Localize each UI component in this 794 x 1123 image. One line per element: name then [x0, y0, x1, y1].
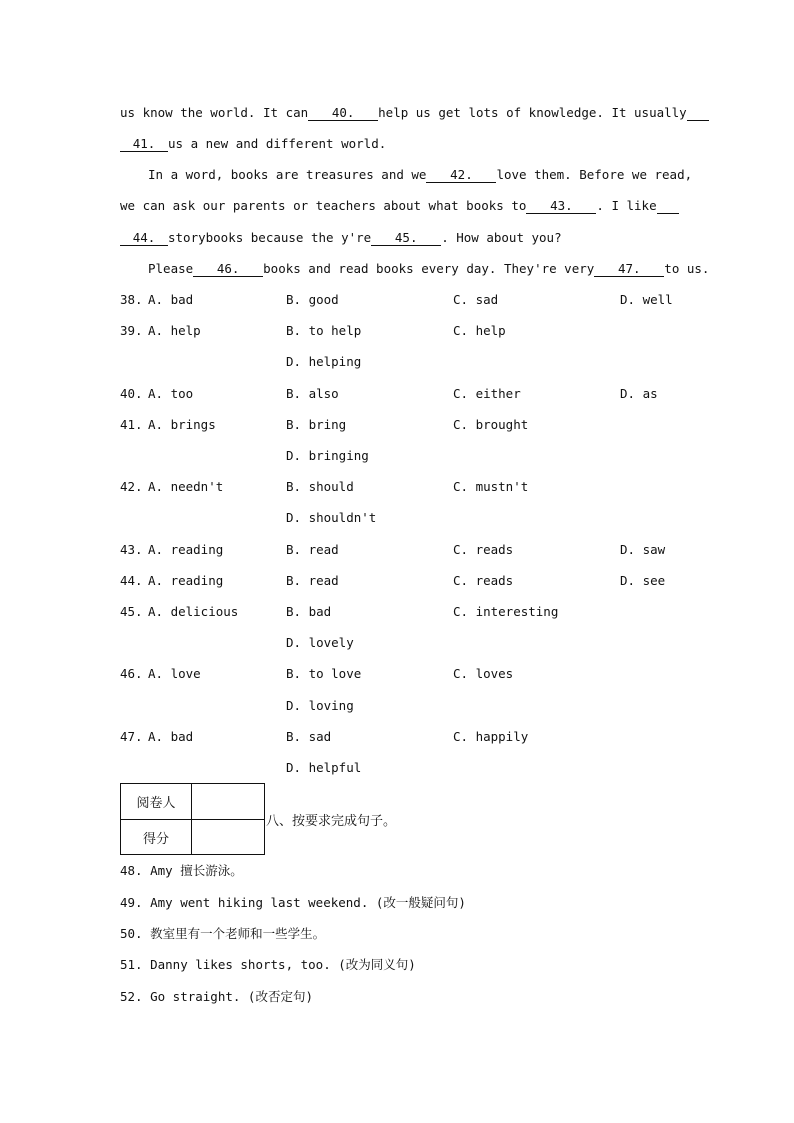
- passage-text: books and read books every day. They're very: [263, 261, 595, 276]
- question-number: 46.: [120, 666, 143, 681]
- blank-45: 45.: [371, 231, 441, 246]
- option-b: B. read: [286, 542, 339, 557]
- blank-41: 41.: [120, 137, 168, 152]
- passage-line-3: [148, 167, 692, 183]
- passage-line-1: [120, 105, 709, 121]
- option-d: D. helping: [286, 354, 362, 369]
- option-d: D. shouldn't: [286, 510, 377, 525]
- blank-46: 46.: [193, 262, 263, 277]
- passage-text: In a word, books are treasures and we: [148, 167, 427, 182]
- option-a: A. help: [148, 323, 201, 338]
- option-a: A. needn't: [148, 479, 224, 494]
- passage-line-5: [120, 230, 562, 246]
- option-d: D. saw: [620, 542, 666, 557]
- option-b: B. bring: [286, 417, 347, 432]
- option-a: A. reading: [148, 542, 224, 557]
- option-c: C. brought: [453, 417, 529, 432]
- option-d: D. bringing: [286, 448, 369, 463]
- task-51: 51. Danny likes shorts, too. (改为同义句): [120, 957, 416, 972]
- task-50: 50. 教室里有一个老师和一些学生。: [120, 926, 326, 941]
- blank-43: 43.: [526, 199, 596, 214]
- question-number: 39.: [120, 323, 143, 338]
- blank-47: 47.: [594, 262, 664, 277]
- option-c: C. reads: [453, 542, 514, 557]
- option-b: B. read: [286, 573, 339, 588]
- passage-text: to us.: [664, 261, 710, 276]
- option-b: B. to help: [286, 323, 362, 338]
- option-a: A. love: [148, 666, 201, 681]
- score-table-row-score: [121, 820, 264, 855]
- question-number: 45.: [120, 604, 143, 619]
- passage-text: us know the world. It can: [120, 105, 309, 120]
- option-d: D. lovely: [286, 635, 354, 650]
- option-a: A. bad: [148, 292, 194, 307]
- option-a: A. delicious: [148, 604, 239, 619]
- section-title: 八、按要求完成句子。: [266, 814, 397, 829]
- option-b: B. good: [286, 292, 339, 307]
- option-c: C. interesting: [453, 604, 559, 619]
- task-48: 48. Amy 擅长游泳。: [120, 863, 243, 878]
- passage-line-2: [120, 136, 386, 152]
- passage-text: us a new and different world.: [168, 136, 387, 151]
- question-number: 47.: [120, 729, 143, 744]
- blank-41-lead: [687, 106, 709, 121]
- passage-text: . I like: [596, 198, 657, 213]
- question-number: 38.: [120, 292, 143, 307]
- option-a: A. brings: [148, 417, 216, 432]
- score-table: [120, 783, 265, 855]
- option-b: B. bad: [286, 604, 332, 619]
- blank-44-lead: [657, 199, 679, 214]
- option-b: B. also: [286, 386, 339, 401]
- option-d: D. well: [620, 292, 673, 307]
- option-b: B. should: [286, 479, 354, 494]
- option-a: A. bad: [148, 729, 194, 744]
- option-b: B. sad: [286, 729, 332, 744]
- task-52: 52. Go straight. (改否定句): [120, 989, 313, 1004]
- score-table-row-reviewer: [121, 784, 264, 820]
- option-d: D. see: [620, 573, 666, 588]
- question-number: 42.: [120, 479, 143, 494]
- passage-text: . How about you?: [441, 230, 562, 245]
- score-label: 得分: [121, 820, 192, 855]
- question-number: 44.: [120, 573, 143, 588]
- option-c: C. loves: [453, 666, 514, 681]
- option-c: C. reads: [453, 573, 514, 588]
- option-c: C. sad: [453, 292, 499, 307]
- passage-text: help us get lots of knowledge. It usually: [378, 105, 687, 120]
- passage-text: Please: [148, 261, 194, 276]
- option-c: C. mustn't: [453, 479, 529, 494]
- option-c: C. help: [453, 323, 506, 338]
- question-number: 40.: [120, 386, 143, 401]
- option-a: A. reading: [148, 573, 224, 588]
- question-number: 41.: [120, 417, 143, 432]
- option-b: B. to love: [286, 666, 362, 681]
- option-d: D. helpful: [286, 760, 362, 775]
- reviewer-cell: [192, 784, 264, 819]
- passage-text: love them. Before we read,: [496, 167, 693, 182]
- passage-text: storybooks because the y're: [168, 230, 372, 245]
- blank-44: 44.: [120, 231, 168, 246]
- passage-line-4: [120, 198, 679, 214]
- option-d: D. as: [620, 386, 658, 401]
- option-c: C. happily: [453, 729, 529, 744]
- score-cell: [192, 820, 264, 855]
- option-a: A. too: [148, 386, 194, 401]
- blank-40: 40.: [308, 106, 378, 121]
- passage-line-6: [148, 261, 709, 277]
- task-49: 49. Amy went hiking last weekend. (改一般疑问句): [120, 895, 466, 910]
- blank-42: 42.: [426, 168, 496, 183]
- question-number: 43.: [120, 542, 143, 557]
- option-c: C. either: [453, 386, 521, 401]
- option-d: D. loving: [286, 698, 354, 713]
- passage-text: we can ask our parents or teachers about what books to: [120, 198, 527, 213]
- reviewer-label: 阅卷人: [121, 784, 192, 819]
